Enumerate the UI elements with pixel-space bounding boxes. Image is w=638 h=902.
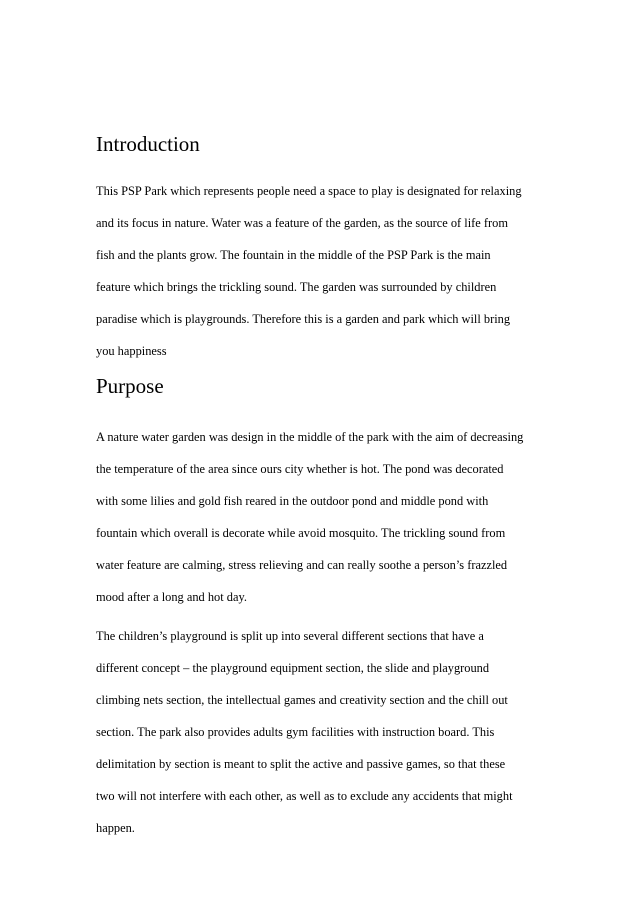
paragraph-line: and its focus in nature. Water was a feature of the garden, as the source of life from — [96, 216, 508, 230]
paragraph-line: paradise which is playgrounds. Therefore this is a garden and park which will bring — [96, 312, 511, 326]
paragraph-line: delimitation by section is meant to split the active and passive games, so that these — [96, 757, 506, 771]
paragraph-line: climbing nets section, the intellectual games and creativity section and the chill out — [96, 693, 508, 707]
section-heading-purpose: Purpose — [96, 374, 164, 398]
paragraph-line: section. The park also provides adults gym facilities with instruction board. This — [96, 725, 495, 739]
paragraph-line: fish and the plants grow. The fountain in the middle of the PSP Park is the main — [96, 248, 491, 262]
paragraph-line: happen. — [96, 821, 135, 835]
paragraph-line: fountain which overall is decorate while avoid mosquito. The trickling sound from — [96, 526, 506, 540]
paragraph-line: two will not interfere with each other, as well as to exclude any accidents that might — [96, 789, 513, 803]
paragraph-line: The children’s playground is split up into several different sections that have a — [96, 629, 484, 643]
paragraph-line: water feature are calming, stress relieving and can really soothe a person’s frazzled — [96, 558, 508, 572]
paragraph-line: feature which brings the trickling sound. The garden was surrounded by children — [96, 280, 497, 294]
paragraph-line: the temperature of the area since ours city whether is hot. The pond was decorated — [96, 462, 504, 476]
paragraph-line: mood after a long and hot day. — [96, 590, 247, 604]
paragraph-line: you happiness — [96, 344, 167, 358]
paragraph-line: with some lilies and gold fish reared in the outdoor pond and middle pond with — [96, 494, 489, 508]
paragraph-line: A nature water garden was design in the middle of the park with the aim of decreasing — [96, 430, 524, 444]
section-heading-introduction: Introduction — [96, 132, 200, 156]
paragraph-line: different concept – the playground equipment section, the slide and playground — [96, 661, 490, 675]
paragraph-line: This PSP Park which represents people need a space to play is designated for relaxing — [96, 184, 522, 198]
